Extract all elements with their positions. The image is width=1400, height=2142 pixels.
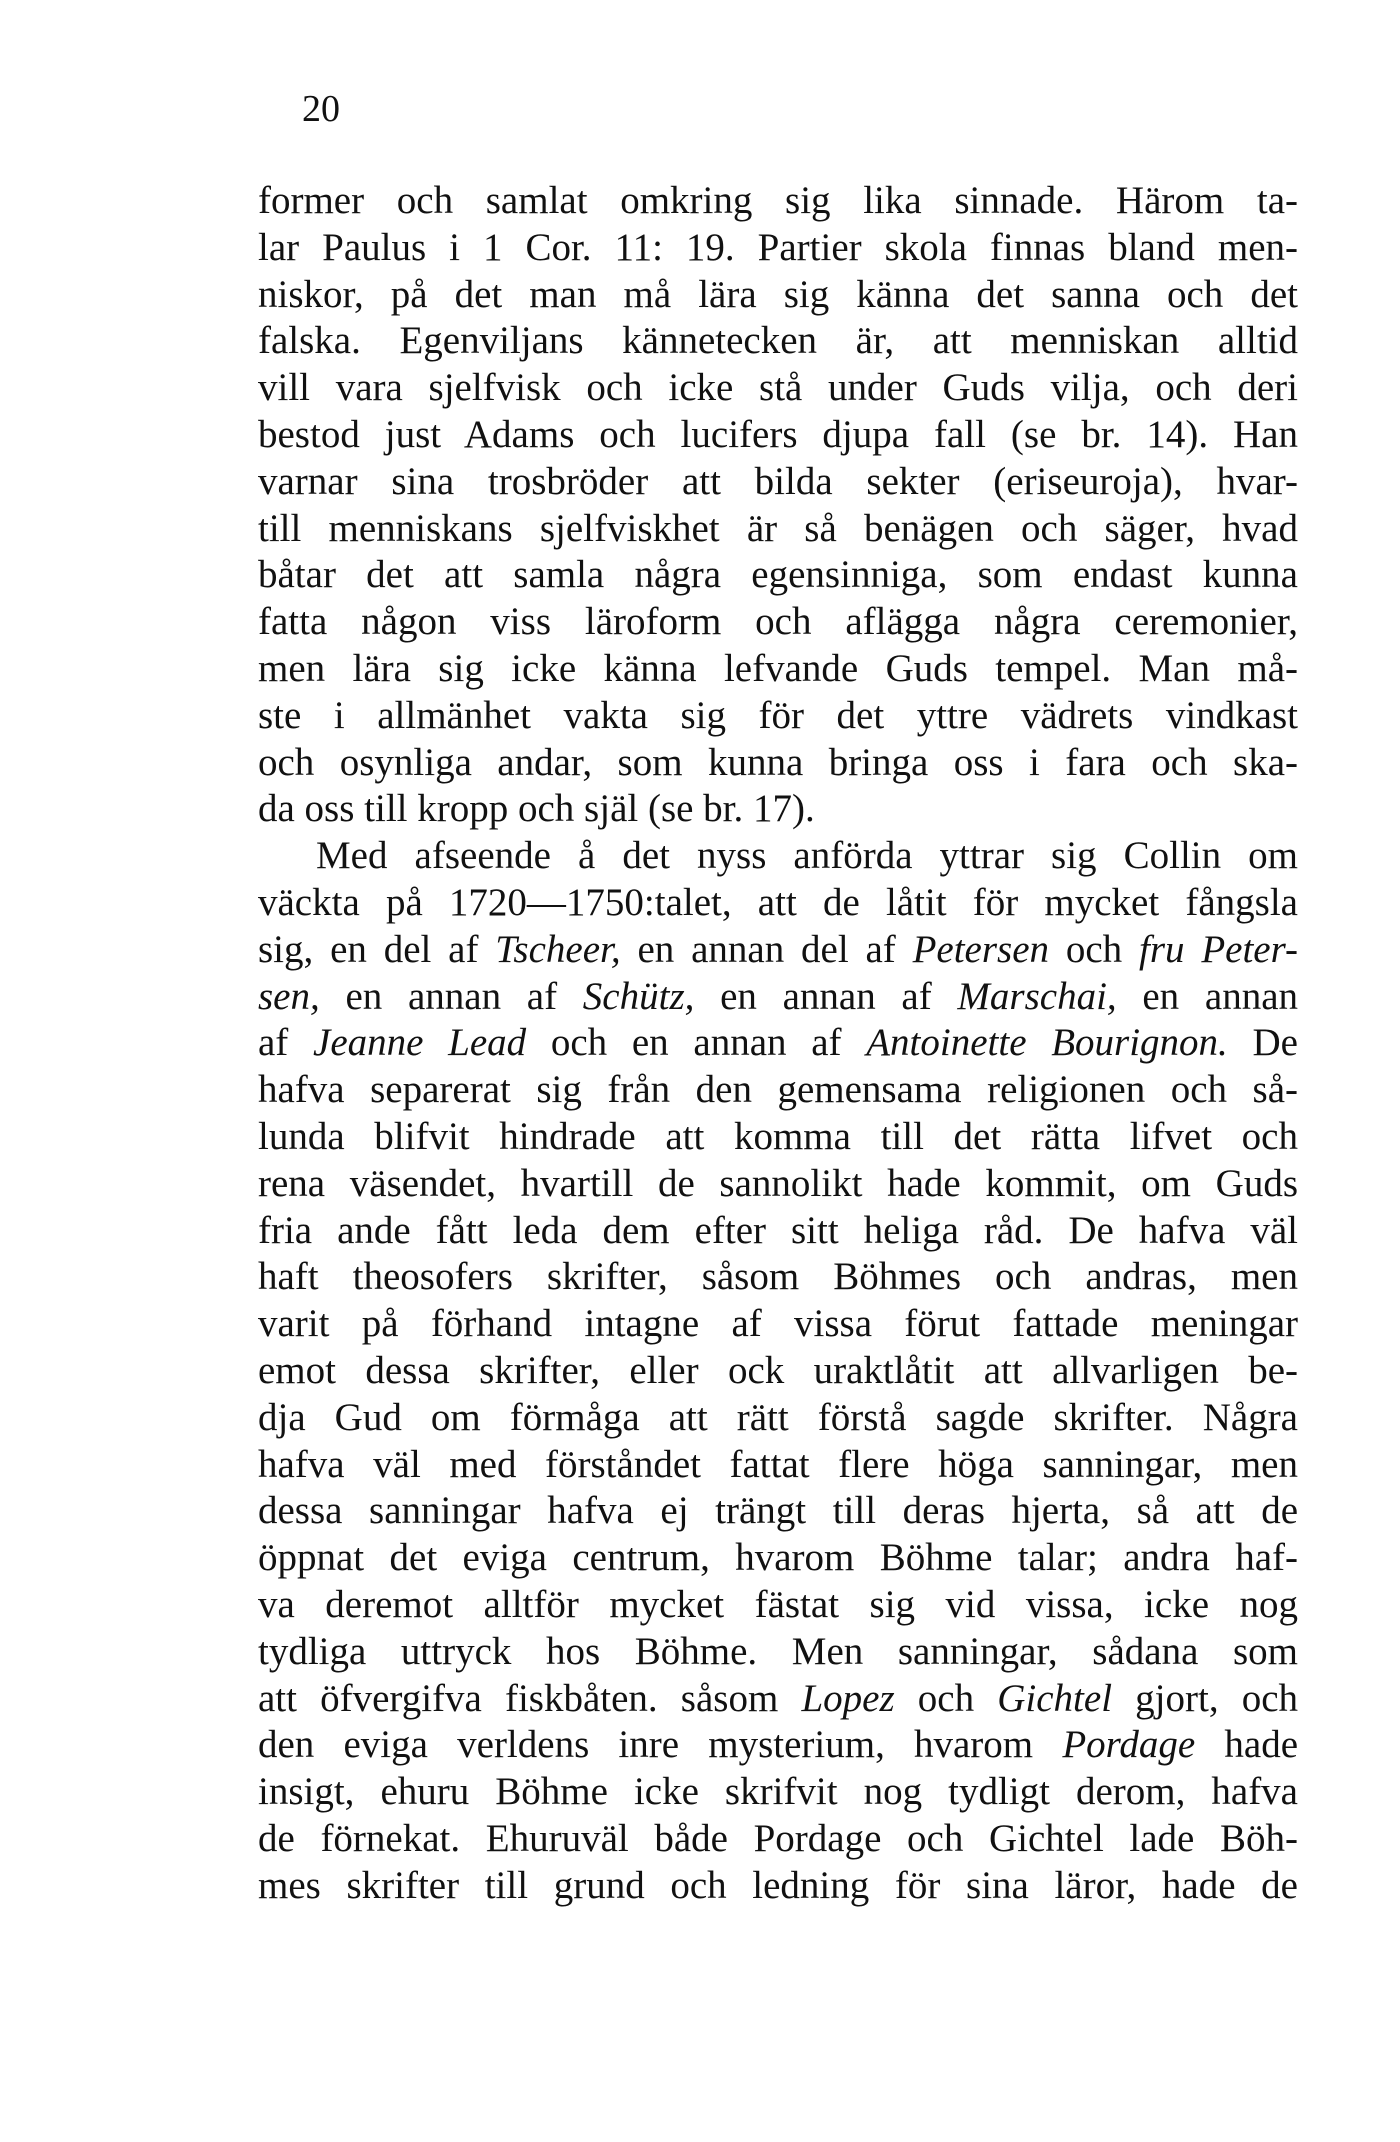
name-italic: sen, xyxy=(258,974,320,1018)
text-line: tydliga uttryck hos Böhme. Men sanningar, sådana som xyxy=(258,1629,1298,1673)
text-run: De xyxy=(1227,1021,1298,1065)
text-run: och xyxy=(1049,927,1139,971)
text-line: varnar sina trosbröder att bilda sekter (eriseuroja), hvar- xyxy=(258,459,1298,503)
text-line: varit på förhand intagne af vissa förut fattade meningar xyxy=(258,1302,1298,1346)
name-italic: fru Peter- xyxy=(1139,927,1298,971)
text-line: bestod just Adams och lucifers djupa fall (se br. 14). Han xyxy=(258,412,1298,456)
text-line: ste i allmänhet vakta sig för det yttre vädrets vindkast xyxy=(258,693,1298,737)
name-italic: Pordage xyxy=(1062,1723,1196,1767)
text-line: hafva separerat sig från den gemensama religionen och så- xyxy=(258,1068,1298,1112)
text-line: falska. Egenviljans kännetecken är, att menniskan alltid xyxy=(258,319,1298,363)
name-italic: Gichtel xyxy=(997,1676,1113,1720)
text-line: va deremot alltför mycket fästat sig vid vissa, icke nog xyxy=(258,1582,1298,1626)
text-line: fatta någon viss läroform och aflägga några ceremonier, xyxy=(258,600,1298,644)
text-line: till menniskans sjelfviskhet är så benägen och säger, hvad xyxy=(258,506,1298,550)
text-line xyxy=(258,1722,1298,1769)
text-line: niskor, på det man må lära sig känna det sanna och det xyxy=(258,272,1298,316)
name-italic: Petersen xyxy=(912,927,1050,971)
text-line: haft theosofers skrifter, såsom Böhmes och andras, men xyxy=(258,1255,1298,1299)
text-line: öppnat det eviga centrum, hvarom Böhme talar; andra haf- xyxy=(258,1536,1298,1580)
text-line: hafva väl med förståndet fattat flere höga sanningar, men xyxy=(258,1442,1298,1486)
text-run: gjort, och xyxy=(1112,1676,1299,1720)
text-run: att öfvergifva fiskbåten. såsom xyxy=(258,1676,802,1720)
text-run: af xyxy=(258,1021,314,1065)
page-number: 20 xyxy=(302,88,340,130)
text-run: hade xyxy=(1195,1723,1299,1767)
text-line: båtar det att samla några egensinniga, som endast kunna xyxy=(258,553,1298,597)
text-run: en annan del af xyxy=(620,927,913,971)
text-line xyxy=(258,974,1298,1021)
text-run: och en annan af xyxy=(526,1021,867,1065)
text-line: men lära sig icke känna lefvande Guds tempel. Man må- xyxy=(258,646,1298,690)
text-run: en annan xyxy=(1116,974,1299,1018)
name-italic: Schütz, xyxy=(582,974,695,1018)
text-line: rena väsendet, hvartill de sannolikt hade kommit, om Guds xyxy=(258,1161,1298,1205)
text-line: lunda blifvit hindrade att komma till det rätta lifvet och xyxy=(258,1114,1298,1158)
name-italic: Tscheer, xyxy=(495,927,621,971)
text-line: fria ande fått leda dem efter sitt heliga råd. De hafva väl xyxy=(258,1208,1298,1252)
text-line xyxy=(258,1676,1298,1723)
text-line: väckta på 1720—1750:talet, att de låtit för mycket fångsla xyxy=(258,880,1298,924)
text-run: en annan af xyxy=(319,974,583,1018)
text-line: insigt, ehuru Böhme icke skrifvit nog tydligt derom, hafva xyxy=(258,1770,1298,1814)
text-line: former och samlat omkring sig lika sinnade. Härom ta- xyxy=(258,179,1298,222)
text-run: sig, en del af xyxy=(258,927,496,971)
text-line: de förnekat. Ehuruväl både Pordage och Gichtel lade Böh- xyxy=(258,1816,1298,1860)
text-run: den eviga verldens inre mysterium, hvarom xyxy=(258,1723,1063,1767)
name-italic: Lopez xyxy=(801,1676,895,1720)
body-text xyxy=(258,178,1298,1909)
text-line: dja Gud om förmåga att rätt förstå sagde skrifter. Några xyxy=(258,1395,1298,1439)
text-line xyxy=(258,1020,1298,1067)
text-line: mes skrifter till grund och ledning för sina läror, hade de xyxy=(258,1863,1298,1907)
text-line xyxy=(258,927,1298,974)
text-line: Med afseende å det nyss anförda yttrar sig Collin om xyxy=(316,834,1298,878)
text-line: dessa sanningar hafva ej trängt till deras hjerta, så att de xyxy=(258,1489,1298,1533)
text-line: och osynliga andar, som kunna bringa oss i fara och ska- xyxy=(258,740,1298,784)
name-italic: Marschai, xyxy=(957,974,1117,1018)
text-line: emot dessa skrifter, eller ock uraktlåtit att allvarligen be- xyxy=(258,1348,1298,1392)
name-italic: Antoinette Bourignon. xyxy=(866,1021,1228,1065)
name-italic: Jeanne Lead xyxy=(313,1021,527,1065)
text-run: och xyxy=(894,1676,998,1720)
text-run: en annan af xyxy=(694,974,958,1018)
text-line: da oss till kropp och själ (se br. 17). xyxy=(258,787,815,831)
text-line: lar Paulus i 1 Cor. 11: 19. Partier skola finnas bland men- xyxy=(258,225,1298,269)
text-line: vill vara sjelfvisk och icke stå under Guds vilja, och deri xyxy=(258,366,1298,410)
